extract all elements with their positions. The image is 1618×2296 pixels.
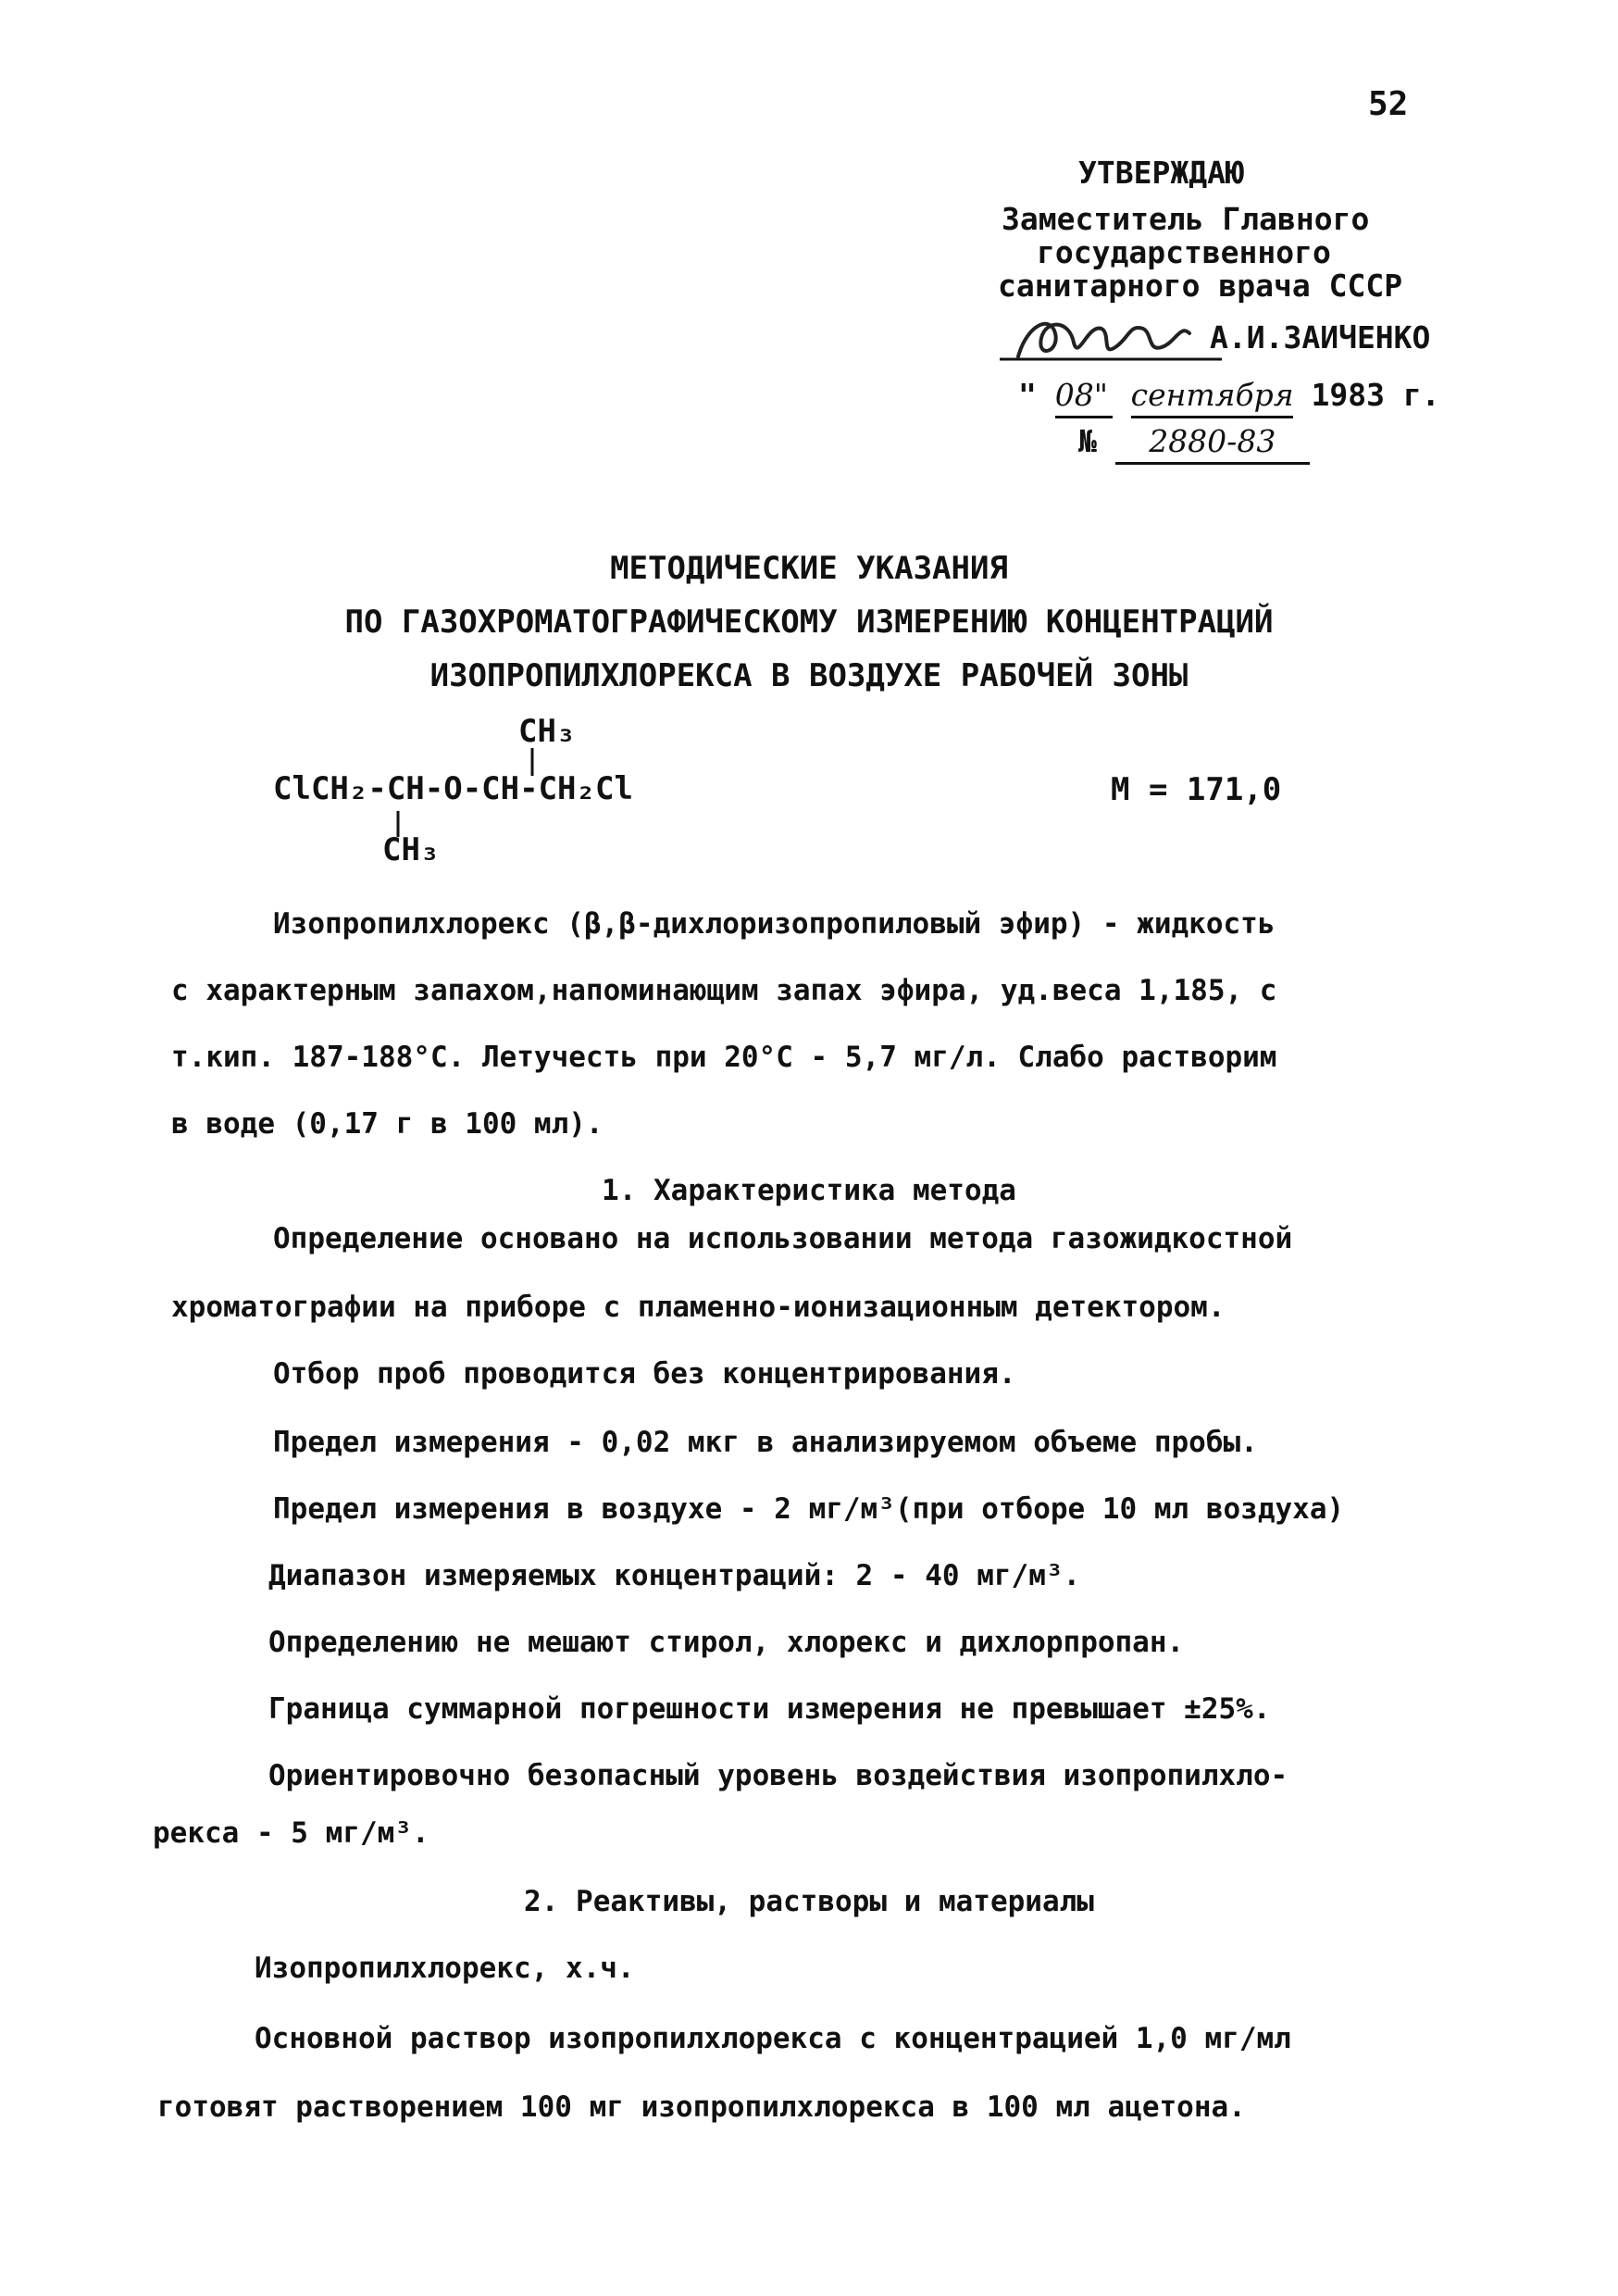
approval-number — [1078, 421, 1310, 465]
intro-line: т.кип. 187-188°С. Летучесть при 20°С - 5,7 мг/л. Слабо растворим — [171, 1041, 1277, 1074]
approval-line-2: государственного — [1037, 234, 1331, 270]
title-line-3: ИЗОПРОПИЛХЛОРЕКСА В ВОЗДУХЕ РАБОЧЕЙ ЗОНЫ — [429, 657, 1189, 694]
section-2-heading: 2. Реактивы, растворы и материалы — [524, 1885, 1094, 1918]
section-1-line: Отбор проб проводится без концентрирования. — [273, 1357, 1016, 1391]
section-2-line: Основной раствор изопропилхлорекса с концентрацией 1,0 мг/мл — [255, 2022, 1291, 2055]
section-1-line: Определение основано на использовании метода газожидкостной — [273, 1222, 1293, 1255]
intro-line: Изопропилхлорекс (β,β-дихлоризопропиловый эфир) - жидкость — [273, 907, 1276, 941]
section-1-line: Определению не мешают стирол, хлорекс и дихлорпропан. — [268, 1626, 1185, 1659]
section-1-heading: 1. Характеристика метода — [602, 1174, 1016, 1207]
section-2-line: Изопропилхлорекс, х.ч. — [255, 1952, 635, 1985]
document-title — [0, 542, 1618, 703]
signature — [1000, 306, 1240, 380]
section-2-line: готовят растворением 100 мг изопропилхлорекса в 100 мл ацетона. — [157, 2090, 1246, 2124]
date-day: 08" — [1055, 375, 1113, 418]
section-1-line: Предел измерения - 0,02 мкг в анализируемом объеме пробы. — [273, 1426, 1258, 1459]
date-month: сентября — [1131, 375, 1293, 418]
intro-line: в воде (0,17 г в 100 мл). — [171, 1107, 604, 1141]
section-1-line: Граница суммарной погрешности измерения не превышает ±25%. — [268, 1692, 1271, 1726]
formula-top-group: CH₃ — [518, 713, 576, 750]
section-1-line: Ориентировочно безопасный уровень воздействия изопропилхло- — [268, 1759, 1288, 1792]
section-1-line: хроматографии на приборе с пламенно-ионизационным детектором. — [171, 1291, 1226, 1324]
title-line-1: МЕТОДИЧЕСКИЕ УКАЗАНИЯ — [610, 550, 1008, 587]
section-1-line: Диапазон измеряемых концентраций: 2 - 40 мг/м³. — [268, 1559, 1081, 1592]
molecular-weight: М = 171,0 — [1111, 771, 1282, 808]
formula-bottom-group: CH₃ — [382, 831, 440, 868]
approval-number-value: 2880-83 — [1115, 421, 1310, 465]
section-1-line: Предел измерения в воздухе - 2 мг/м³(при отборе 10 мл воздуха) — [273, 1492, 1345, 1526]
page-number: 52 — [1368, 85, 1409, 123]
number-sign: № — [1078, 423, 1097, 459]
date-year: 1983 г. — [1311, 377, 1440, 413]
section-1-line: рекса - 5 мг/м³. — [153, 1816, 429, 1850]
formula-main-chain: ClCH₂-CH-O-CH-CH₂Cl — [273, 770, 633, 807]
approval-date — [1018, 375, 1440, 418]
approval-heading: УТВЕРЖДАЮ — [1078, 155, 1244, 191]
title-line-2: ПО ГАЗОХРОМАТОГРАФИЧЕСКОМУ ИЗМЕРЕНИЮ КОНЦЕНТРАЦИЙ — [344, 604, 1274, 641]
approval-line-1: Заместитель Главного — [1002, 201, 1370, 237]
approver-name: А.И.ЗАИЧЕНКО — [1210, 319, 1431, 356]
intro-line: с характерным запахом,напоминающим запах эфира, уд.веса 1,185, с — [171, 974, 1277, 1007]
approval-line-3: санитарного врача СССР — [998, 268, 1403, 304]
date-quote: " — [1018, 377, 1037, 413]
